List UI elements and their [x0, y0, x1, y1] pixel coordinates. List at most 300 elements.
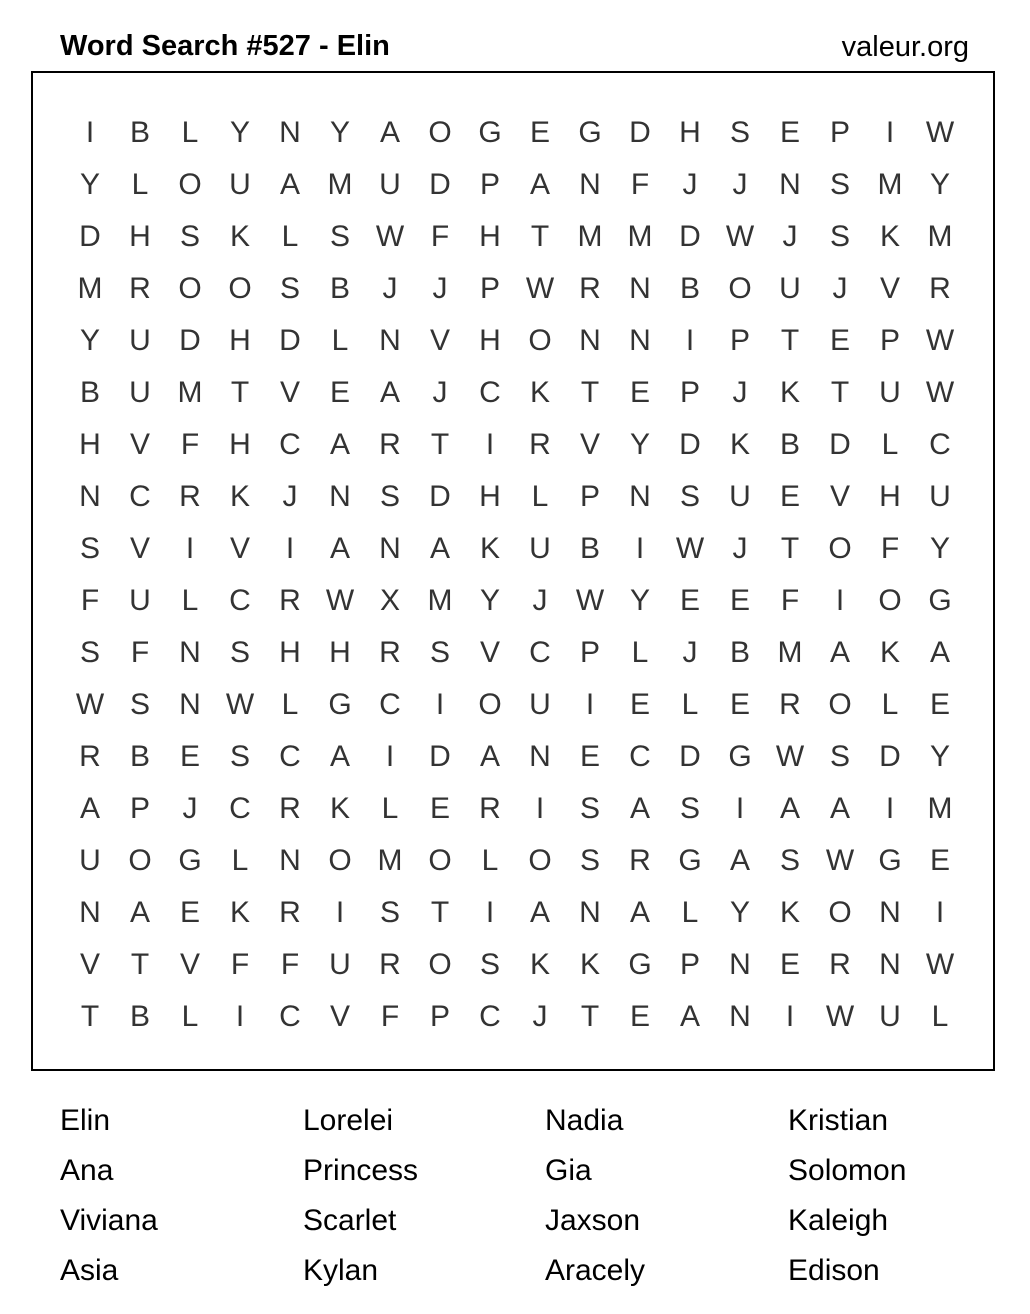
- grid-letter[interactable]: F: [880, 532, 900, 565]
- grid-letter[interactable]: M: [77, 272, 103, 305]
- grid-letter[interactable]: R: [779, 688, 801, 721]
- grid-letter[interactable]: I: [635, 532, 645, 565]
- grid-letter[interactable]: A: [279, 168, 300, 201]
- grid-letter[interactable]: R: [79, 740, 101, 773]
- grid-letter[interactable]: N: [579, 324, 601, 357]
- grid-letter[interactable]: B: [579, 532, 600, 565]
- grid-letter[interactable]: E: [929, 688, 950, 721]
- grid-letter[interactable]: W: [375, 220, 405, 253]
- grid-letter[interactable]: B: [729, 636, 750, 669]
- grid-letter[interactable]: J: [532, 584, 548, 617]
- grid-letter[interactable]: W: [725, 220, 755, 253]
- grid-letter[interactable]: S: [679, 792, 700, 825]
- grid-letter[interactable]: W: [825, 844, 855, 877]
- grid-letter[interactable]: J: [682, 168, 698, 201]
- grid-letter[interactable]: H: [229, 428, 251, 461]
- grid-letter[interactable]: E: [729, 688, 750, 721]
- grid-letter[interactable]: V: [829, 480, 850, 513]
- grid-letter[interactable]: O: [828, 688, 852, 721]
- grid-letter[interactable]: M: [327, 168, 353, 201]
- grid-letter[interactable]: Y: [629, 428, 650, 461]
- grid-letter[interactable]: D: [179, 324, 201, 357]
- grid-letter[interactable]: H: [329, 636, 351, 669]
- grid-letter[interactable]: K: [529, 948, 550, 981]
- grid-letter[interactable]: O: [428, 844, 452, 877]
- grid-letter[interactable]: J: [182, 792, 198, 825]
- grid-letter[interactable]: Y: [929, 168, 950, 201]
- grid-letter[interactable]: A: [629, 792, 650, 825]
- grid-letter[interactable]: D: [429, 740, 451, 773]
- grid-letter[interactable]: T: [530, 220, 550, 253]
- grid-letter[interactable]: G: [878, 844, 902, 877]
- grid-letter[interactable]: E: [779, 116, 800, 149]
- grid-letter[interactable]: K: [879, 636, 900, 669]
- grid-letter[interactable]: L: [631, 636, 649, 669]
- grid-letter[interactable]: E: [179, 740, 200, 773]
- grid-letter[interactable]: O: [528, 844, 552, 877]
- grid-letter[interactable]: D: [79, 220, 101, 253]
- grid-letter[interactable]: P: [479, 168, 500, 201]
- grid-letter[interactable]: H: [129, 220, 151, 253]
- grid-letter[interactable]: M: [377, 844, 403, 877]
- grid-letter[interactable]: G: [928, 584, 952, 617]
- grid-letter[interactable]: J: [782, 220, 798, 253]
- grid-letter[interactable]: E: [779, 480, 800, 513]
- grid-letter[interactable]: T: [80, 1000, 100, 1033]
- grid-letter[interactable]: I: [535, 792, 545, 825]
- grid-letter[interactable]: E: [679, 584, 700, 617]
- grid-letter[interactable]: N: [779, 168, 801, 201]
- grid-letter[interactable]: Y: [229, 116, 250, 149]
- grid-letter[interactable]: E: [179, 896, 200, 929]
- grid-letter[interactable]: I: [785, 1000, 795, 1033]
- grid-letter[interactable]: O: [328, 844, 352, 877]
- grid-letter[interactable]: V: [879, 272, 900, 305]
- grid-letter[interactable]: J: [532, 1000, 548, 1033]
- grid-letter[interactable]: Y: [79, 168, 100, 201]
- grid-letter[interactable]: A: [329, 532, 350, 565]
- grid-letter[interactable]: N: [79, 896, 101, 929]
- grid-letter[interactable]: L: [231, 844, 249, 877]
- grid-letter[interactable]: D: [679, 740, 701, 773]
- grid-letter[interactable]: W: [75, 688, 105, 721]
- grid-letter[interactable]: T: [230, 376, 250, 409]
- grid-letter[interactable]: I: [485, 428, 495, 461]
- grid-letter[interactable]: A: [829, 792, 850, 825]
- grid-letter[interactable]: L: [281, 220, 299, 253]
- grid-letter[interactable]: O: [128, 844, 152, 877]
- grid-letter[interactable]: V: [279, 376, 300, 409]
- grid-letter[interactable]: V: [79, 948, 100, 981]
- grid-letter[interactable]: S: [579, 844, 600, 877]
- grid-letter[interactable]: E: [929, 844, 950, 877]
- grid-letter[interactable]: S: [829, 168, 850, 201]
- grid-letter[interactable]: V: [579, 428, 600, 461]
- grid-letter[interactable]: N: [179, 688, 201, 721]
- grid-letter[interactable]: A: [479, 740, 500, 773]
- grid-letter[interactable]: A: [129, 896, 150, 929]
- grid-letter[interactable]: F: [280, 948, 300, 981]
- grid-letter[interactable]: J: [432, 376, 448, 409]
- grid-letter[interactable]: J: [732, 532, 748, 565]
- grid-letter[interactable]: F: [80, 584, 100, 617]
- grid-letter[interactable]: J: [682, 636, 698, 669]
- grid-letter[interactable]: C: [479, 1000, 501, 1033]
- grid-letter[interactable]: S: [429, 636, 450, 669]
- grid-letter[interactable]: E: [429, 792, 450, 825]
- grid-letter[interactable]: I: [885, 792, 895, 825]
- grid-letter[interactable]: L: [881, 428, 899, 461]
- grid-letter[interactable]: D: [629, 116, 651, 149]
- grid-letter[interactable]: E: [829, 324, 850, 357]
- grid-letter[interactable]: Y: [79, 324, 100, 357]
- grid-letter[interactable]: H: [79, 428, 101, 461]
- grid-letter[interactable]: R: [279, 584, 301, 617]
- grid-letter[interactable]: N: [629, 480, 651, 513]
- grid-letter[interactable]: U: [529, 688, 551, 721]
- grid-letter[interactable]: L: [131, 168, 149, 201]
- grid-letter[interactable]: C: [229, 584, 251, 617]
- grid-letter[interactable]: P: [579, 636, 600, 669]
- grid-letter[interactable]: P: [879, 324, 900, 357]
- grid-letter[interactable]: M: [627, 220, 653, 253]
- grid-letter[interactable]: C: [929, 428, 951, 461]
- grid-letter[interactable]: B: [129, 740, 150, 773]
- grid-letter[interactable]: X: [379, 584, 400, 617]
- grid-letter[interactable]: L: [181, 116, 199, 149]
- grid-letter[interactable]: B: [79, 376, 100, 409]
- grid-letter[interactable]: M: [427, 584, 453, 617]
- grid-letter[interactable]: U: [879, 376, 901, 409]
- grid-letter[interactable]: O: [828, 532, 852, 565]
- grid-letter[interactable]: U: [129, 324, 151, 357]
- grid-letter[interactable]: K: [229, 896, 250, 929]
- grid-letter[interactable]: W: [225, 688, 255, 721]
- grid-letter[interactable]: J: [732, 376, 748, 409]
- grid-letter[interactable]: E: [629, 1000, 650, 1033]
- grid-letter[interactable]: V: [329, 1000, 350, 1033]
- grid-letter[interactable]: U: [79, 844, 101, 877]
- grid-letter[interactable]: U: [779, 272, 801, 305]
- grid-letter[interactable]: E: [629, 688, 650, 721]
- grid-letter[interactable]: I: [685, 324, 695, 357]
- grid-letter[interactable]: G: [628, 948, 652, 981]
- grid-letter[interactable]: A: [329, 740, 350, 773]
- grid-letter[interactable]: R: [179, 480, 201, 513]
- grid-letter[interactable]: I: [85, 116, 95, 149]
- grid-letter[interactable]: B: [679, 272, 700, 305]
- grid-letter[interactable]: H: [679, 116, 701, 149]
- grid-letter[interactable]: V: [179, 948, 200, 981]
- grid-letter[interactable]: J: [432, 272, 448, 305]
- grid-letter[interactable]: T: [430, 896, 450, 929]
- grid-letter[interactable]: R: [929, 272, 951, 305]
- grid-letter[interactable]: T: [780, 324, 800, 357]
- grid-letter[interactable]: C: [379, 688, 401, 721]
- grid-letter[interactable]: I: [185, 532, 195, 565]
- grid-letter[interactable]: T: [830, 376, 850, 409]
- grid-letter[interactable]: S: [779, 844, 800, 877]
- grid-letter[interactable]: O: [178, 272, 202, 305]
- grid-letter[interactable]: K: [329, 792, 350, 825]
- grid-letter[interactable]: L: [381, 792, 399, 825]
- grid-letter[interactable]: R: [379, 428, 401, 461]
- grid-letter[interactable]: W: [825, 1000, 855, 1033]
- grid-letter[interactable]: R: [279, 896, 301, 929]
- grid-letter[interactable]: L: [881, 688, 899, 721]
- grid-letter[interactable]: C: [529, 636, 551, 669]
- grid-letter[interactable]: R: [279, 792, 301, 825]
- grid-letter[interactable]: I: [285, 532, 295, 565]
- grid-letter[interactable]: A: [929, 636, 950, 669]
- grid-letter[interactable]: J: [282, 480, 298, 513]
- grid-letter[interactable]: M: [177, 376, 203, 409]
- grid-letter[interactable]: C: [629, 740, 651, 773]
- grid-letter[interactable]: M: [927, 220, 953, 253]
- grid-letter[interactable]: W: [925, 376, 955, 409]
- grid-letter[interactable]: T: [580, 376, 600, 409]
- grid-letter[interactable]: N: [629, 272, 651, 305]
- grid-letter[interactable]: A: [779, 792, 800, 825]
- grid-letter[interactable]: P: [479, 272, 500, 305]
- grid-letter[interactable]: T: [430, 428, 450, 461]
- grid-letter[interactable]: I: [335, 896, 345, 929]
- grid-letter[interactable]: V: [129, 532, 150, 565]
- grid-letter[interactable]: E: [329, 376, 350, 409]
- grid-letter[interactable]: Y: [629, 584, 650, 617]
- grid-letter[interactable]: I: [835, 584, 845, 617]
- grid-letter[interactable]: N: [529, 740, 551, 773]
- grid-letter[interactable]: N: [329, 480, 351, 513]
- grid-letter[interactable]: F: [130, 636, 150, 669]
- grid-letter[interactable]: J: [732, 168, 748, 201]
- grid-letter[interactable]: M: [877, 168, 903, 201]
- grid-letter[interactable]: S: [229, 636, 250, 669]
- grid-letter[interactable]: V: [429, 324, 450, 357]
- grid-letter[interactable]: C: [279, 1000, 301, 1033]
- grid-letter[interactable]: P: [679, 948, 700, 981]
- grid-letter[interactable]: G: [328, 688, 352, 721]
- grid-letter[interactable]: N: [179, 636, 201, 669]
- grid-letter[interactable]: L: [931, 1000, 949, 1033]
- grid-letter[interactable]: K: [779, 896, 800, 929]
- grid-letter[interactable]: D: [429, 168, 451, 201]
- grid-letter[interactable]: I: [585, 688, 595, 721]
- grid-letter[interactable]: L: [681, 688, 699, 721]
- grid-letter[interactable]: E: [779, 948, 800, 981]
- grid-letter[interactable]: O: [528, 324, 552, 357]
- grid-letter[interactable]: L: [681, 896, 699, 929]
- grid-letter[interactable]: N: [629, 324, 651, 357]
- grid-letter[interactable]: I: [235, 1000, 245, 1033]
- grid-letter[interactable]: E: [579, 740, 600, 773]
- grid-letter[interactable]: Y: [929, 740, 950, 773]
- grid-letter[interactable]: P: [729, 324, 750, 357]
- grid-letter[interactable]: A: [529, 896, 550, 929]
- grid-letter[interactable]: B: [129, 116, 150, 149]
- grid-letter[interactable]: I: [385, 740, 395, 773]
- grid-letter[interactable]: O: [878, 584, 902, 617]
- grid-letter[interactable]: K: [879, 220, 900, 253]
- grid-letter[interactable]: D: [829, 428, 851, 461]
- grid-letter[interactable]: M: [577, 220, 603, 253]
- grid-letter[interactable]: U: [329, 948, 351, 981]
- grid-letter[interactable]: U: [879, 1000, 901, 1033]
- grid-letter[interactable]: E: [729, 584, 750, 617]
- grid-letter[interactable]: N: [729, 1000, 751, 1033]
- grid-letter[interactable]: P: [679, 376, 700, 409]
- grid-letter[interactable]: A: [729, 844, 750, 877]
- grid-letter[interactable]: I: [435, 688, 445, 721]
- grid-letter[interactable]: W: [525, 272, 555, 305]
- grid-letter[interactable]: R: [529, 428, 551, 461]
- grid-letter[interactable]: S: [379, 896, 400, 929]
- grid-letter[interactable]: N: [879, 948, 901, 981]
- grid-letter[interactable]: S: [579, 792, 600, 825]
- grid-letter[interactable]: A: [329, 428, 350, 461]
- grid-letter[interactable]: G: [678, 844, 702, 877]
- grid-letter[interactable]: N: [579, 896, 601, 929]
- grid-letter[interactable]: D: [429, 480, 451, 513]
- grid-letter[interactable]: U: [929, 480, 951, 513]
- grid-letter[interactable]: I: [885, 116, 895, 149]
- grid-letter[interactable]: U: [379, 168, 401, 201]
- grid-letter[interactable]: V: [479, 636, 500, 669]
- grid-letter[interactable]: S: [329, 220, 350, 253]
- grid-letter[interactable]: J: [382, 272, 398, 305]
- grid-letter[interactable]: D: [279, 324, 301, 357]
- grid-letter[interactable]: K: [229, 480, 250, 513]
- grid-letter[interactable]: T: [580, 1000, 600, 1033]
- grid-letter[interactable]: S: [179, 220, 200, 253]
- grid-letter[interactable]: N: [279, 844, 301, 877]
- grid-letter[interactable]: O: [428, 116, 452, 149]
- grid-letter[interactable]: F: [780, 584, 800, 617]
- grid-letter[interactable]: J: [832, 272, 848, 305]
- grid-letter[interactable]: O: [228, 272, 252, 305]
- grid-letter[interactable]: W: [675, 532, 705, 565]
- grid-letter[interactable]: P: [829, 116, 850, 149]
- grid-letter[interactable]: F: [230, 948, 250, 981]
- grid-letter[interactable]: O: [728, 272, 752, 305]
- grid-letter[interactable]: H: [479, 324, 501, 357]
- grid-letter[interactable]: M: [927, 792, 953, 825]
- grid-letter[interactable]: N: [379, 532, 401, 565]
- grid-letter[interactable]: K: [479, 532, 500, 565]
- grid-letter[interactable]: S: [479, 948, 500, 981]
- grid-letter[interactable]: D: [679, 220, 701, 253]
- grid-letter[interactable]: T: [780, 532, 800, 565]
- grid-letter[interactable]: P: [129, 792, 150, 825]
- grid-letter[interactable]: L: [181, 584, 199, 617]
- grid-letter[interactable]: S: [129, 688, 150, 721]
- grid-letter[interactable]: N: [279, 116, 301, 149]
- grid-letter[interactable]: C: [129, 480, 151, 513]
- grid-letter[interactable]: S: [79, 532, 100, 565]
- grid-letter[interactable]: F: [630, 168, 650, 201]
- grid-letter[interactable]: H: [229, 324, 251, 357]
- grid-letter[interactable]: C: [279, 740, 301, 773]
- grid-letter[interactable]: R: [379, 948, 401, 981]
- grid-letter[interactable]: W: [775, 740, 805, 773]
- grid-letter[interactable]: S: [829, 220, 850, 253]
- grid-letter[interactable]: D: [679, 428, 701, 461]
- grid-letter[interactable]: N: [379, 324, 401, 357]
- grid-letter[interactable]: S: [279, 272, 300, 305]
- grid-letter[interactable]: G: [578, 116, 602, 149]
- grid-letter[interactable]: N: [879, 896, 901, 929]
- grid-letter[interactable]: W: [925, 948, 955, 981]
- grid-letter[interactable]: D: [879, 740, 901, 773]
- grid-letter[interactable]: B: [129, 1000, 150, 1033]
- grid-letter[interactable]: H: [479, 220, 501, 253]
- grid-letter[interactable]: A: [429, 532, 450, 565]
- grid-letter[interactable]: A: [679, 1000, 700, 1033]
- grid-letter[interactable]: S: [379, 480, 400, 513]
- grid-letter[interactable]: T: [130, 948, 150, 981]
- grid-letter[interactable]: R: [579, 272, 601, 305]
- grid-letter[interactable]: A: [79, 792, 100, 825]
- grid-letter[interactable]: W: [925, 116, 955, 149]
- grid-letter[interactable]: E: [529, 116, 550, 149]
- grid-letter[interactable]: O: [178, 168, 202, 201]
- grid-letter[interactable]: N: [79, 480, 101, 513]
- grid-letter[interactable]: K: [529, 376, 550, 409]
- grid-letter[interactable]: I: [735, 792, 745, 825]
- grid-letter[interactable]: K: [779, 376, 800, 409]
- grid-letter[interactable]: K: [579, 948, 600, 981]
- grid-letter[interactable]: I: [935, 896, 945, 929]
- grid-letter[interactable]: N: [579, 168, 601, 201]
- grid-letter[interactable]: F: [380, 1000, 400, 1033]
- grid-letter[interactable]: H: [279, 636, 301, 669]
- grid-letter[interactable]: V: [129, 428, 150, 461]
- grid-letter[interactable]: K: [729, 428, 750, 461]
- grid-letter[interactable]: P: [429, 1000, 450, 1033]
- grid-letter[interactable]: U: [729, 480, 751, 513]
- grid-letter[interactable]: P: [579, 480, 600, 513]
- grid-letter[interactable]: W: [325, 584, 355, 617]
- grid-letter[interactable]: G: [728, 740, 752, 773]
- grid-letter[interactable]: V: [229, 532, 250, 565]
- grid-letter[interactable]: H: [879, 480, 901, 513]
- grid-letter[interactable]: M: [777, 636, 803, 669]
- grid-letter[interactable]: K: [229, 220, 250, 253]
- grid-letter[interactable]: C: [279, 428, 301, 461]
- grid-letter[interactable]: O: [478, 688, 502, 721]
- grid-letter[interactable]: W: [575, 584, 605, 617]
- grid-letter[interactable]: H: [479, 480, 501, 513]
- grid-letter[interactable]: R: [629, 844, 651, 877]
- grid-letter[interactable]: O: [828, 896, 852, 929]
- grid-letter[interactable]: F: [180, 428, 200, 461]
- grid-letter[interactable]: L: [531, 480, 549, 513]
- grid-letter[interactable]: F: [430, 220, 450, 253]
- grid-letter[interactable]: B: [779, 428, 800, 461]
- grid-letter[interactable]: S: [679, 480, 700, 513]
- grid-letter[interactable]: R: [129, 272, 151, 305]
- grid-letter[interactable]: S: [829, 740, 850, 773]
- grid-letter[interactable]: U: [529, 532, 551, 565]
- grid-letter[interactable]: B: [329, 272, 350, 305]
- grid-letter[interactable]: Y: [479, 584, 500, 617]
- grid-letter[interactable]: C: [479, 376, 501, 409]
- grid-letter[interactable]: Y: [929, 532, 950, 565]
- grid-letter[interactable]: S: [229, 740, 250, 773]
- grid-letter[interactable]: C: [229, 792, 251, 825]
- grid-letter[interactable]: L: [181, 1000, 199, 1033]
- grid-letter[interactable]: A: [379, 376, 400, 409]
